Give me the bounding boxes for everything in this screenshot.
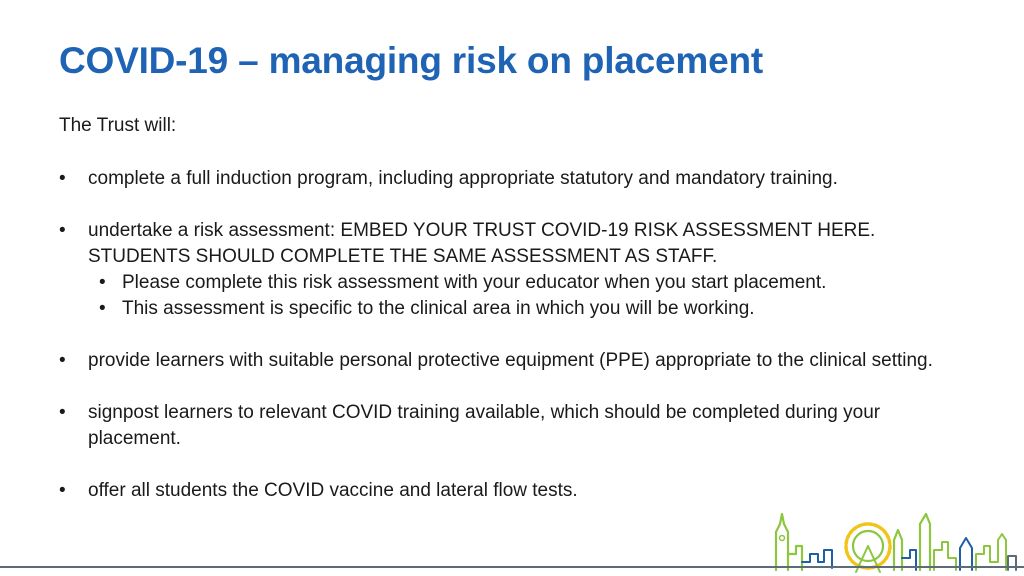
bullet-text: signpost learners to relevant COVID training available, which should be completed during your placement. [88, 402, 881, 449]
sub-list-item [88, 270, 959, 296]
sub-bullet-text: Please complete this risk assessment with your educator when you start placement. [122, 272, 827, 293]
list-item [59, 348, 959, 374]
sub-bullet-text: This assessment is specific to the clinical area in which you will be working. [122, 298, 755, 319]
list-item [59, 400, 959, 452]
intro-text: The Trust will: [59, 115, 177, 136]
sub-bullet-list [88, 270, 959, 322]
bullet-text: undertake a risk assessment: EMBED YOUR TRUST COVID-19 RISK ASSESSMENT HERE. STUDENTS SHOULD COMPLETE THE SAME ASSESSMENT AS STAFF. [88, 220, 876, 267]
footer-divider [0, 566, 1024, 568]
list-item [59, 218, 959, 322]
bullet-text: provide learners with suitable personal protective equipment (PPE) appropriate to the clinical setting. [88, 350, 933, 371]
bullet-text: offer all students the COVID vaccine and lateral flow tests. [88, 480, 578, 501]
slide-title: COVID-19 – managing risk on placement [59, 40, 764, 81]
list-item [59, 478, 959, 504]
bullet-text: complete a full induction program, including appropriate statutory and mandatory training. [88, 168, 838, 189]
sub-list-item [88, 296, 959, 322]
list-item [59, 166, 959, 192]
bullet-list [59, 166, 959, 530]
